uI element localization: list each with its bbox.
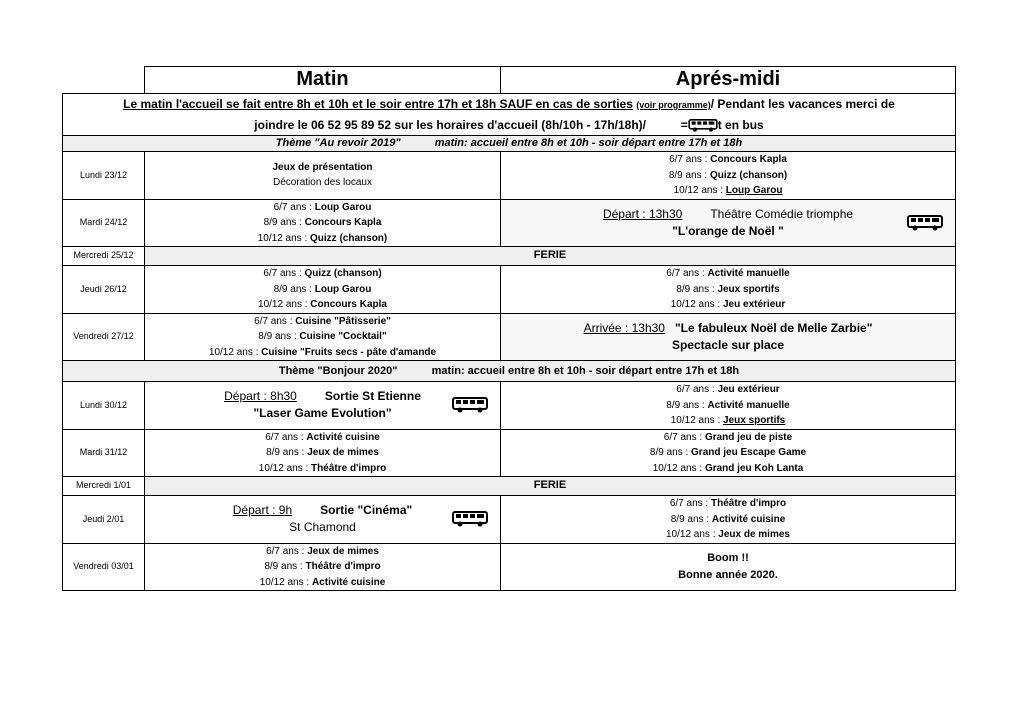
activity: Activité cuisine — [306, 431, 380, 443]
activity: Loup Garou — [314, 283, 372, 295]
activity: Cuisine "Pâtisserie" — [295, 315, 391, 327]
outing-title: "Le fabuleux Noël de Melle Zarbie" — [674, 320, 873, 335]
outing-subtitle: Spectacle sur place — [671, 337, 785, 352]
day-row — [63, 313, 956, 361]
age-group: 6/7 ans : — [263, 268, 305, 279]
arrival-time: Arrivée : 13h30 — [583, 320, 665, 335]
bus-icon — [452, 397, 488, 413]
afternoon-header: Aprés-midi — [501, 67, 956, 94]
activity: Loup Garou — [725, 185, 783, 196]
day-row — [63, 382, 956, 430]
age-group: 6/7 ans : — [676, 384, 718, 395]
info-line1-small: (voir programme) — [636, 100, 711, 110]
day-row — [63, 496, 956, 544]
day-label: Mercredi 1/01 — [63, 477, 145, 496]
theme-2-name: Thème "Bonjour 2020" — [278, 364, 398, 377]
age-group: 8/9 ans : — [670, 513, 712, 525]
info-line1-a: Le matin l'accueil se fait entre 8h et 10h et le soir entre 17h et 18h SAUF en cas de sorties — [123, 97, 633, 111]
age-group: 10/12 ans : — [673, 185, 726, 196]
activity: Quizz (chanson) — [709, 169, 788, 181]
activity: Activité cuisine — [711, 513, 786, 525]
outing-place: Sortie St Etienne — [324, 389, 421, 404]
activity: Activité cuisine — [311, 576, 386, 588]
outing-title: "L'orange de Noël " — [672, 223, 784, 238]
afternoon-cell — [501, 429, 956, 477]
day-label: Vendredi 03/01 — [63, 543, 145, 591]
age-group: 8/9 ans : — [263, 217, 305, 228]
age-group: 8/9 ans : — [273, 283, 315, 295]
activity: Concours Kapla — [710, 154, 787, 165]
activity: Jeux sportifs — [723, 415, 786, 426]
activity: Quizz (chanson) — [310, 232, 388, 244]
info-line2-a: joindre le 06 52 95 89 52 sur les horaires d'accueil (8h/10h - 17h/18h)/ — [254, 118, 646, 132]
activity: Jeu extérieur — [717, 384, 780, 395]
age-group: 8/9 ans : — [264, 561, 306, 572]
activity: Théâtre d'impro — [305, 561, 381, 572]
activity: Cuisine "Cocktail" — [299, 331, 387, 342]
age-group: 10/12 ans : — [258, 462, 312, 474]
departure-time: Départ : 8h30 — [224, 389, 297, 404]
activity: Boom !! — [707, 551, 749, 564]
morning-cell — [145, 429, 501, 477]
ferie-label: FERIE — [145, 477, 956, 496]
age-group: 6/7 ans : — [669, 498, 711, 509]
day-label: Jeudi 2/01 — [63, 496, 145, 544]
bus-icon — [907, 215, 943, 231]
departure-time: Départ : 13h30 — [602, 206, 683, 221]
day-label: Vendredi 27/12 — [63, 313, 145, 361]
outing-place: Sortie "Cinéma" — [320, 503, 413, 518]
activity: Théâtre d'impro — [311, 462, 387, 474]
age-group: 8/9 ans : — [258, 331, 300, 342]
afternoon-cell — [501, 543, 956, 591]
day-row — [63, 152, 956, 200]
age-group: 8/9 ans : — [649, 447, 692, 458]
age-group: 10/12 ans : — [670, 415, 723, 426]
age-group: 6/7 ans : — [663, 431, 705, 443]
age-group: 8/9 ans : — [266, 447, 308, 458]
activity: Jeux de mimes — [307, 447, 379, 458]
activity: Bonne année 2020. — [678, 568, 778, 581]
age-group: 10/12 ans : — [670, 299, 723, 310]
schedule-sheet — [62, 66, 955, 591]
age-group: 10/12 ans : — [652, 462, 705, 474]
age-group: 6/7 ans : — [254, 315, 296, 327]
info-line2-eq: = — [680, 118, 688, 132]
age-group: 6/7 ans : — [273, 201, 315, 213]
day-row — [63, 266, 956, 314]
theme-1-name: Thème "Au revoir 2019" — [275, 137, 401, 149]
activity: Grand jeu de piste — [704, 431, 793, 443]
age-group: 6/7 ans : — [265, 431, 307, 443]
header-row — [63, 67, 956, 94]
activity: Jeux de mimes — [718, 529, 790, 540]
info-banner — [63, 94, 956, 136]
ferie-row — [63, 477, 956, 496]
info-line2-b: t en bus — [717, 118, 764, 132]
outing-title: "Laser Game Evolution" — [253, 406, 392, 421]
outing-title: St Chamond — [289, 520, 356, 535]
activity: Activité manuelle — [707, 399, 790, 411]
day-label: Lundi 23/12 — [63, 152, 145, 200]
activity: Cuisine "Fruits secs - pâte d'amande — [261, 346, 437, 358]
activity: Théâtre d'impro — [710, 498, 787, 509]
afternoon-cell — [501, 152, 956, 200]
day-label: Lundi 30/12 — [63, 382, 145, 430]
activity: Grand jeu Koh Lanta — [704, 462, 804, 474]
bus-icon — [452, 511, 488, 527]
afternoon-cell — [501, 199, 956, 247]
age-group: 10/12 ans : — [259, 576, 312, 588]
morning-header: Matin — [145, 67, 501, 94]
departure-time: Départ : 9h — [232, 503, 293, 518]
day-row — [63, 199, 956, 247]
theme-2 — [63, 361, 956, 382]
day-label: Jeudi 26/12 — [63, 266, 145, 314]
afternoon-cell — [501, 496, 956, 544]
day-row — [63, 543, 956, 591]
activity: Concours Kapla — [304, 217, 382, 228]
activity: Jeux de présentation — [272, 161, 373, 173]
theme-row-2 — [63, 361, 956, 382]
outing-place: Théâtre Comédie triomphe — [710, 206, 854, 221]
day-label: Mardi 24/12 — [63, 199, 145, 247]
activity: Activité manuelle — [707, 268, 790, 279]
age-group: 10/12 ans : — [258, 299, 311, 310]
theme-1 — [63, 136, 956, 152]
activity: Grand jeu Escape Game — [691, 447, 807, 458]
age-group: 8/9 ans : — [668, 169, 710, 181]
afternoon-cell — [501, 382, 956, 430]
morning-cell — [145, 543, 501, 591]
morning-cell — [145, 382, 501, 430]
info-row — [63, 94, 956, 136]
activity: Décoration des locaux — [273, 177, 372, 189]
activity: Jeu extérieur — [723, 299, 786, 310]
activity: Jeux sportifs — [717, 283, 780, 295]
activity: Jeux de mimes — [307, 545, 379, 557]
age-group: 10/12 ans : — [257, 232, 311, 244]
morning-cell — [145, 313, 501, 361]
age-group: 8/9 ans : — [676, 283, 718, 295]
activity: Loup Garou — [314, 201, 372, 213]
theme-1-note: matin: accueil entre 8h et 10h - soir départ entre 17h et 18h — [434, 137, 743, 149]
morning-cell — [145, 152, 501, 200]
age-group: 6/7 ans : — [666, 268, 708, 279]
afternoon-cell — [501, 266, 956, 314]
theme-2-note: matin: accueil entre 8h et 10h - soir départ entre 17h et 18h — [431, 364, 740, 377]
afternoon-cell — [501, 313, 956, 361]
schedule-table — [62, 66, 956, 591]
theme-row-1 — [63, 136, 956, 152]
age-group: 10/12 ans : — [666, 529, 719, 540]
age-group: 6/7 ans : — [266, 545, 308, 557]
activity: Quizz (chanson) — [304, 268, 382, 279]
age-group: 6/7 ans : — [669, 154, 711, 165]
day-label: Mardi 31/12 — [63, 429, 145, 477]
bus-icon — [688, 119, 718, 132]
age-group: 8/9 ans : — [666, 399, 708, 411]
morning-cell — [145, 199, 501, 247]
ferie-row — [63, 247, 956, 266]
age-group: 10/12 ans : — [208, 346, 262, 358]
morning-cell — [145, 496, 501, 544]
day-label: Mercredi 25/12 — [63, 247, 145, 266]
activity: Concours Kapla — [310, 299, 387, 310]
ferie-label: FERIE — [145, 247, 956, 266]
day-row — [63, 429, 956, 477]
info-line1-b: / Pendant les vacances merci de — [710, 97, 895, 111]
corner-cell — [63, 67, 145, 94]
morning-cell — [145, 266, 501, 314]
